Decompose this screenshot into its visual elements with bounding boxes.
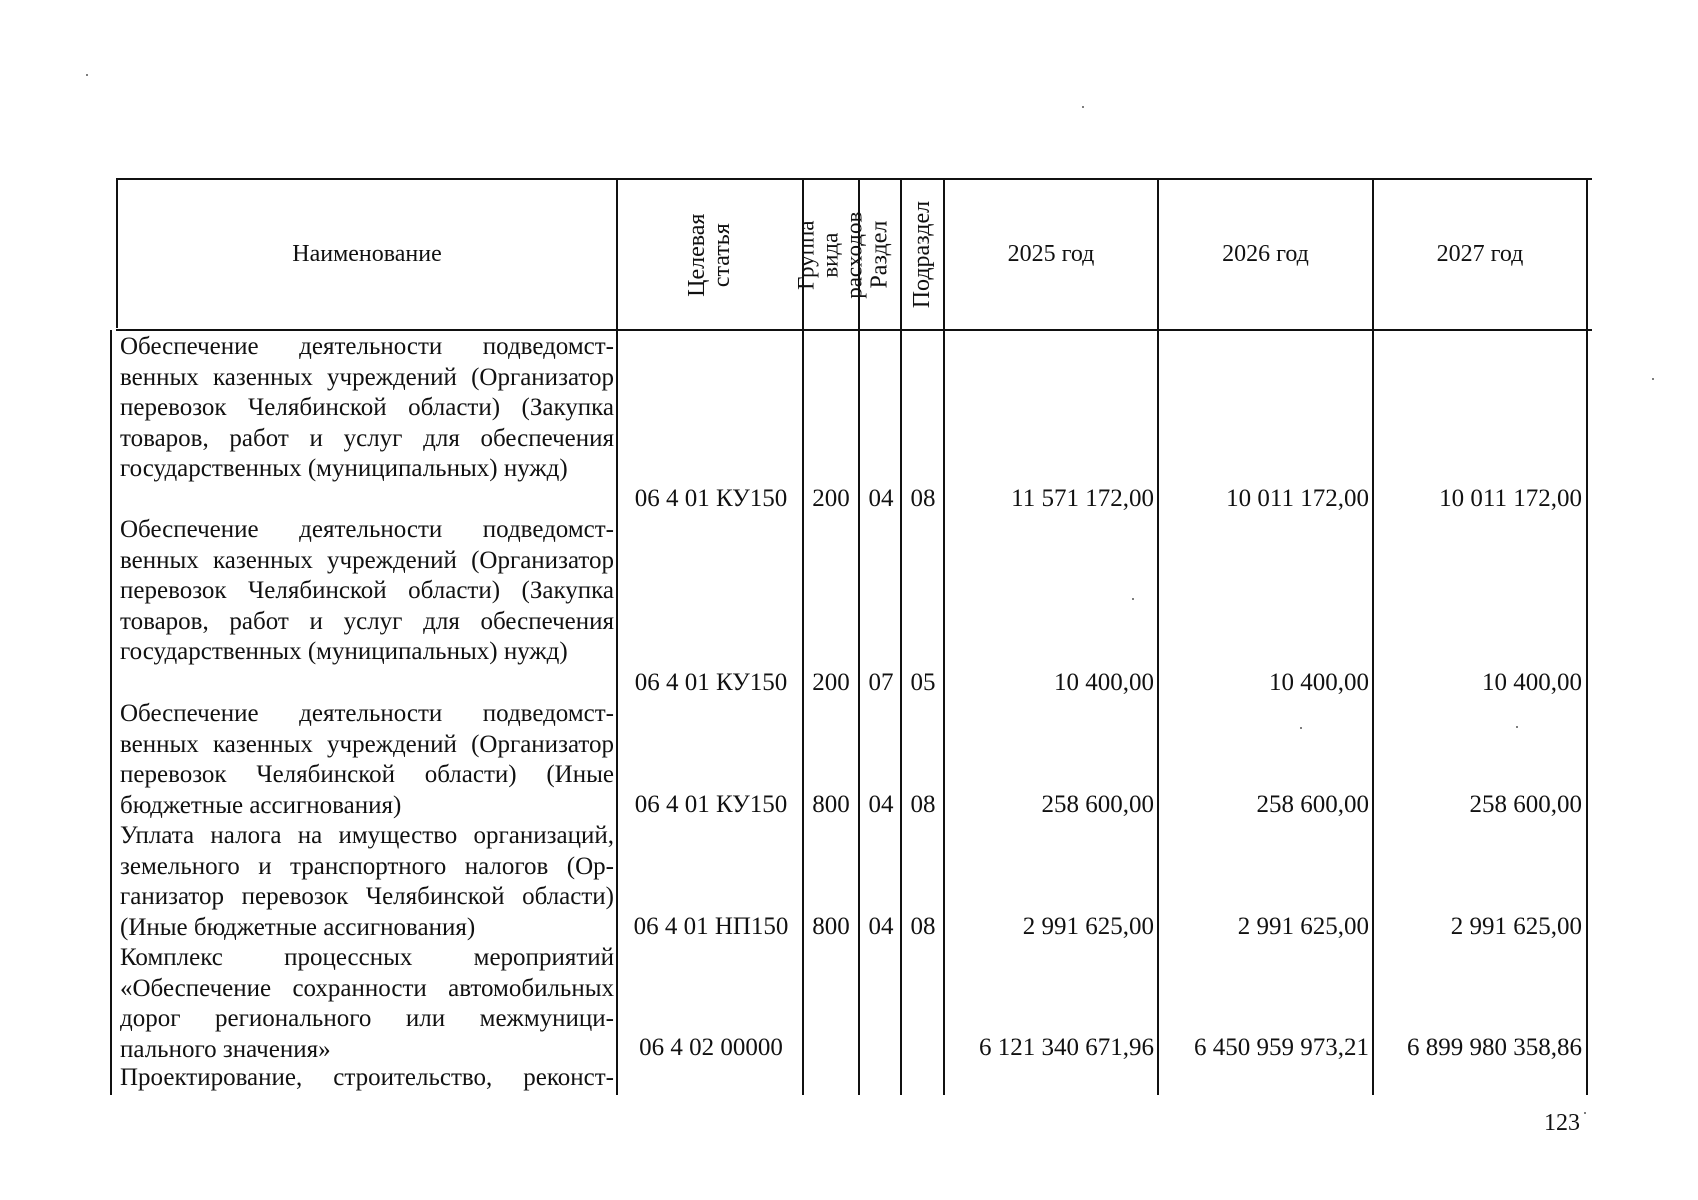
row-subsection: 08 bbox=[910, 913, 936, 940]
row-group: 800 bbox=[812, 791, 850, 818]
header-subsection-wrap bbox=[902, 180, 943, 330]
table-right-border bbox=[1586, 178, 1588, 1095]
row-subsection: 05 bbox=[910, 669, 936, 696]
page-number: 123 bbox=[1544, 1110, 1580, 1136]
header-section: Раздел bbox=[866, 221, 893, 289]
row-code: 06 4 01 КУ150 bbox=[634, 485, 788, 512]
row-section: 07 bbox=[868, 669, 894, 696]
header-subsection: Подраздел bbox=[908, 201, 935, 309]
header-name: Наименование bbox=[292, 241, 442, 268]
row-subsection: 08 bbox=[910, 485, 936, 512]
row-2025: 258 600,00 bbox=[1041, 791, 1154, 818]
row-2027: 10 400,00 bbox=[1482, 669, 1582, 696]
scan-speck bbox=[1132, 598, 1134, 600]
row-2026: 10 011 172,00 bbox=[1226, 485, 1369, 512]
row-2025: 2 991 625,00 bbox=[1022, 913, 1154, 940]
row-name: Обеспечение деятельности подведомственных казенных учреждений (Организатор перевозок Челябинской области) (Закупка товаров, работ и услуг для обеспечения государственных (муниципальных) нужд) bbox=[120, 516, 614, 665]
row-2027: 2 991 625,00 bbox=[1450, 913, 1582, 940]
row-section: 04 bbox=[868, 913, 894, 940]
row-2025: 6 121 340 671,96 bbox=[979, 1034, 1154, 1061]
scan-speck bbox=[1652, 378, 1654, 380]
scan-speck bbox=[1584, 1112, 1586, 1114]
row-2027: 10 011 172,00 bbox=[1439, 485, 1582, 512]
header-expense-group: Группа вида расходов bbox=[793, 211, 868, 299]
row-name: Комплекс процессных мероприятий «Обеспечение сохранности автомобильных дорог регионального или межмуниципального значения» bbox=[120, 944, 614, 1063]
header-2027: 2027 год bbox=[1436, 241, 1524, 268]
row-2026: 6 450 959 973,21 bbox=[1194, 1034, 1369, 1061]
row-section: 04 bbox=[868, 485, 894, 512]
row-2027: 258 600,00 bbox=[1469, 791, 1582, 818]
scan-speck bbox=[1082, 106, 1084, 108]
scan-speck bbox=[1300, 727, 1302, 729]
row-name: Обеспечение деятельности подведомственных казенных учреждений (Организатор перевозок Челябинской области) (Иные бюджетные ассигнования) bbox=[120, 700, 614, 819]
header-expense-group-wrap bbox=[793, 180, 868, 330]
header-section-wrap bbox=[860, 180, 900, 330]
table-left-border-body bbox=[110, 330, 112, 1095]
header-target-article: Целевая статья bbox=[683, 213, 735, 297]
row-code: 06 4 02 00000 bbox=[639, 1034, 783, 1061]
scan-speck bbox=[86, 74, 88, 76]
header-2026: 2026 год bbox=[1222, 241, 1309, 268]
row-code: 06 4 01 НП150 bbox=[633, 913, 789, 940]
row-section: 04 bbox=[868, 791, 894, 818]
row-2027: 6 899 980 358,86 bbox=[1407, 1034, 1582, 1061]
row-2025: 11 571 172,00 bbox=[1011, 485, 1154, 512]
row-2026: 10 400,00 bbox=[1269, 669, 1369, 696]
header-2025: 2025 год bbox=[1007, 241, 1095, 268]
scan-speck bbox=[1516, 726, 1518, 728]
row-group: 800 bbox=[812, 913, 850, 940]
row-2026: 258 600,00 bbox=[1256, 791, 1369, 818]
row-group: 200 bbox=[812, 485, 850, 512]
row-subsection: 08 bbox=[910, 791, 936, 818]
row-name: Уплата налога на имущество организаций, земельного и транспортного налогов (Организатор перевозок Челябинской области) (Иные бюджетные ассигнования) bbox=[120, 822, 614, 941]
header-target-article-wrap bbox=[618, 180, 802, 330]
row-name: Проектирование, строительство, реконст- bbox=[120, 1064, 614, 1091]
row-group: 200 bbox=[812, 669, 850, 696]
row-code: 06 4 01 КУ150 bbox=[634, 669, 788, 696]
row-2025: 10 400,00 bbox=[1054, 669, 1154, 696]
row-2026: 2 991 625,00 bbox=[1237, 913, 1369, 940]
row-name: Обеспечение деятельности подведомственных казенных учреждений (Организатор перевозок Челябинской области) (Закупка товаров, работ и услуг для обеспечения государственных (муниципальных) нужд) bbox=[120, 333, 614, 482]
row-code: 06 4 01 КУ150 bbox=[634, 791, 788, 818]
